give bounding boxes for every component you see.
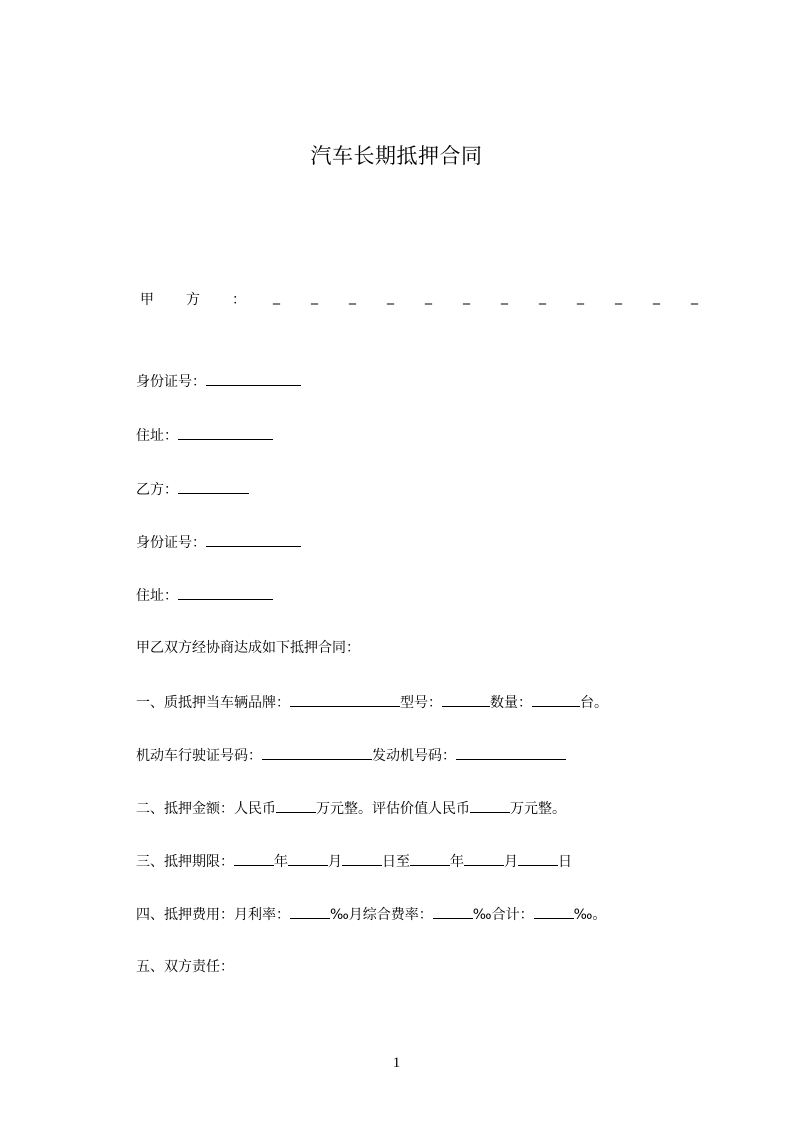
- qty-blank[interactable]: [532, 691, 580, 707]
- start-day-label: 日至: [382, 854, 410, 870]
- start-day-blank[interactable]: [342, 850, 382, 866]
- start-month-blank[interactable]: [288, 850, 328, 866]
- amount-blank[interactable]: [276, 797, 316, 813]
- clause-2-end: 万元整。: [510, 801, 566, 817]
- party-b-blank[interactable]: [178, 478, 249, 494]
- start-month-label: 月: [328, 854, 342, 870]
- interest-blank[interactable]: [290, 903, 330, 919]
- addr-a-line: [136, 424, 273, 446]
- license-label: 机动车行驶证号码：: [136, 748, 262, 764]
- clause-4-end: ‰。: [573, 907, 607, 923]
- end-day-blank[interactable]: [518, 850, 558, 866]
- start-year-label: 年: [274, 854, 288, 870]
- page-number: 1: [392, 1055, 401, 1071]
- addr-b-label: 住址：: [136, 588, 178, 604]
- valuation-blank[interactable]: [470, 797, 510, 813]
- fee-rate-blank[interactable]: [433, 903, 473, 919]
- end-month-label: 月: [504, 854, 518, 870]
- end-day-label: 日: [558, 854, 572, 870]
- addr-a-blank[interactable]: [178, 424, 273, 440]
- dash: _: [653, 289, 660, 305]
- dash: _: [463, 289, 470, 305]
- dash: _: [615, 289, 622, 305]
- addr-b-line: [136, 584, 273, 606]
- id-a-label: 身份证号：: [136, 374, 206, 390]
- fee-rate-label: ‰月综合费率：: [330, 907, 433, 923]
- id-b-blank[interactable]: [206, 531, 301, 547]
- party-b-line: [136, 478, 249, 500]
- id-b-label: 身份证号：: [136, 535, 206, 551]
- clause-1-unit: 台。: [580, 695, 608, 711]
- document-title: 汽车长期抵押合同: [310, 144, 483, 168]
- start-year-blank[interactable]: [234, 850, 274, 866]
- clause-1-model-label: 型号：: [400, 695, 442, 711]
- party-a-colon: ：: [232, 292, 246, 308]
- term-label: 三、抵押期限：: [136, 854, 234, 870]
- intro-line: 甲乙双方经协商达成如下抵押合同：: [136, 640, 360, 656]
- end-year-blank[interactable]: [410, 850, 450, 866]
- interest-label: 四、抵押费用：月利率：: [136, 907, 290, 923]
- addr-a-label: 住址：: [136, 428, 178, 444]
- valuation-label: 万元整。评估价值人民币: [316, 801, 470, 817]
- model-blank[interactable]: [442, 691, 490, 707]
- dash: _: [691, 289, 698, 305]
- dash: _: [273, 289, 280, 305]
- total-blank[interactable]: [534, 903, 574, 919]
- dash: _: [387, 289, 394, 305]
- clause-2: [136, 797, 566, 819]
- clause-1-qty-label: 数量：: [490, 695, 532, 711]
- id-a-blank[interactable]: [206, 370, 301, 386]
- brand-blank[interactable]: [290, 691, 400, 707]
- clause-5: 五、双方责任：: [136, 959, 234, 975]
- end-year-label: 年: [450, 854, 464, 870]
- amount-label: 二、抵押金额：人民币: [136, 801, 276, 817]
- clause-3: [136, 850, 572, 872]
- id-a-line: [136, 370, 301, 392]
- dash: _: [577, 289, 584, 305]
- end-month-blank[interactable]: [464, 850, 504, 866]
- clause-4: [136, 903, 606, 925]
- clause-reg: [136, 744, 566, 766]
- addr-b-blank[interactable]: [178, 584, 273, 600]
- engine-blank[interactable]: [456, 744, 566, 760]
- clause-1-brand-label: 一、质抵押当车辆品牌：: [136, 695, 290, 711]
- party-b-label: 乙方：: [136, 482, 178, 498]
- clause-1: [136, 691, 608, 713]
- dash: _: [311, 289, 318, 305]
- dash: _: [425, 289, 432, 305]
- dash: _: [501, 289, 508, 305]
- total-label: ‰合计：: [472, 907, 534, 923]
- id-b-line: [136, 531, 301, 553]
- party-a-char1: 甲: [140, 292, 154, 308]
- engine-label: 发动机号码：: [372, 748, 456, 764]
- dash: _: [349, 289, 356, 305]
- dash: _: [539, 289, 546, 305]
- license-blank[interactable]: [262, 744, 372, 760]
- party-a-char2: 方: [186, 292, 200, 308]
